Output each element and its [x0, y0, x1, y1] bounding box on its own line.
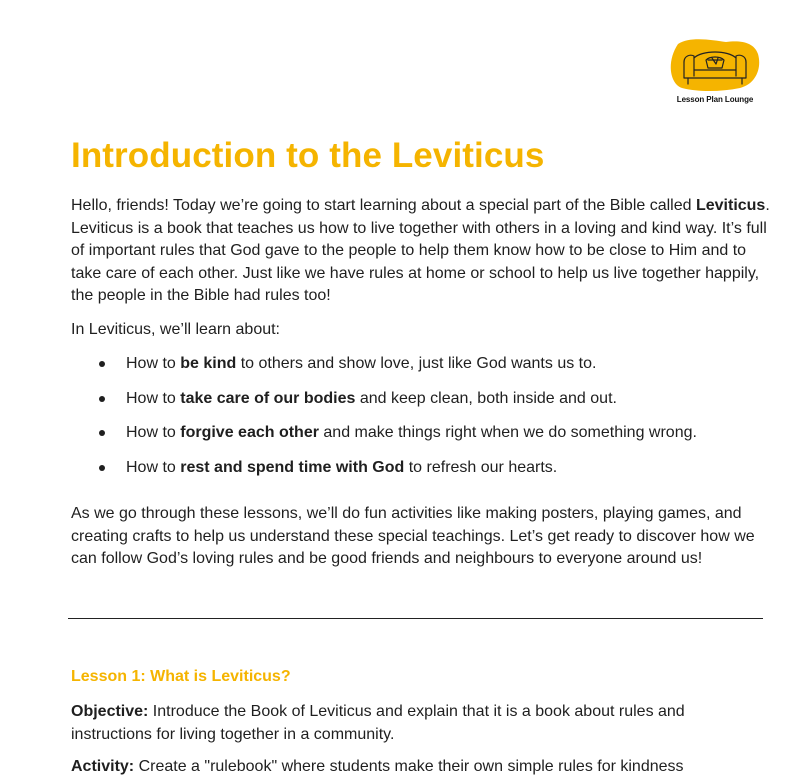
learning-bullet-list — [71, 353, 771, 491]
bullet-item — [71, 388, 771, 423]
armchair-icon — [668, 38, 762, 94]
intro-text-end: . Leviticus is a book that teaches us how to live together with others in a loving and kind way. It’s full of important rules that God gave to the people to help them know how to be close to Him and to take care of each other. Just like we have rules at home or school to help us live together happily, the people in the Bible had rules too! — [71, 197, 770, 304]
bullet-dot — [99, 361, 105, 367]
objective-text: Introduce the Book of Leviticus and explain that it is a book about rules and instructions for living together in a community. — [71, 703, 685, 743]
lesson-1-activity — [71, 756, 771, 779]
bullet-prefix: How to — [126, 389, 181, 407]
bullet-dot — [99, 396, 105, 402]
logo-text: Lesson Plan Lounge — [676, 95, 754, 104]
intro-text-start: Hello, friends! Today we’re going to start learning about a special part of the Bible called — [71, 197, 696, 214]
bullet-bold: rest and spend time with God — [180, 458, 405, 476]
bullet-item — [71, 353, 771, 388]
bullet-bold: forgive each other — [180, 424, 319, 441]
closing-paragraph: As we go through these lessons, we’ll do fun activities like making posters, playing games, and creating crafts to help us understand these special teachings. Let’s get ready to discover how we can follow God’s loving rules and be good friends and neighbours to everyone around us! — [71, 505, 755, 567]
bullet-dot — [99, 430, 105, 436]
bullet-bold: take care of our bodies — [180, 389, 356, 407]
bullet-item — [71, 422, 771, 457]
bullet-dot — [99, 465, 105, 471]
bullet-suffix: and make things right when we do something wrong. — [318, 424, 697, 441]
lesson-plan-lounge-logo — [668, 38, 762, 108]
intro-bold-leviticus: Leviticus — [695, 197, 766, 214]
activity-label: Activity: — [71, 758, 135, 775]
bullet-suffix: to refresh our hearts. — [404, 458, 558, 476]
activity-text: Create a "rulebook" where students make their own simple rules for kindness — [134, 758, 684, 775]
bullet-bold: be kind — [180, 355, 237, 372]
main-content — [71, 195, 771, 571]
learn-heading: In Leviticus, we’ll learn about: — [71, 320, 280, 338]
objective-label: Objective: — [71, 703, 149, 720]
bullet-suffix: to others and show love, just like God wants us to. — [236, 355, 597, 372]
lesson-1-objective — [71, 701, 761, 746]
bullet-prefix: How to — [126, 355, 181, 372]
lesson-1-heading: Lesson 1: What is Leviticus? — [71, 668, 291, 685]
intro-paragraph — [71, 195, 771, 308]
bullet-suffix: and keep clean, both inside and out. — [355, 389, 617, 407]
section-divider — [68, 618, 763, 619]
bullet-prefix: How to — [126, 458, 181, 476]
page-title: Introduction to the Leviticus — [71, 136, 545, 175]
bullet-prefix: How to — [126, 424, 181, 441]
bullet-item — [71, 457, 771, 492]
